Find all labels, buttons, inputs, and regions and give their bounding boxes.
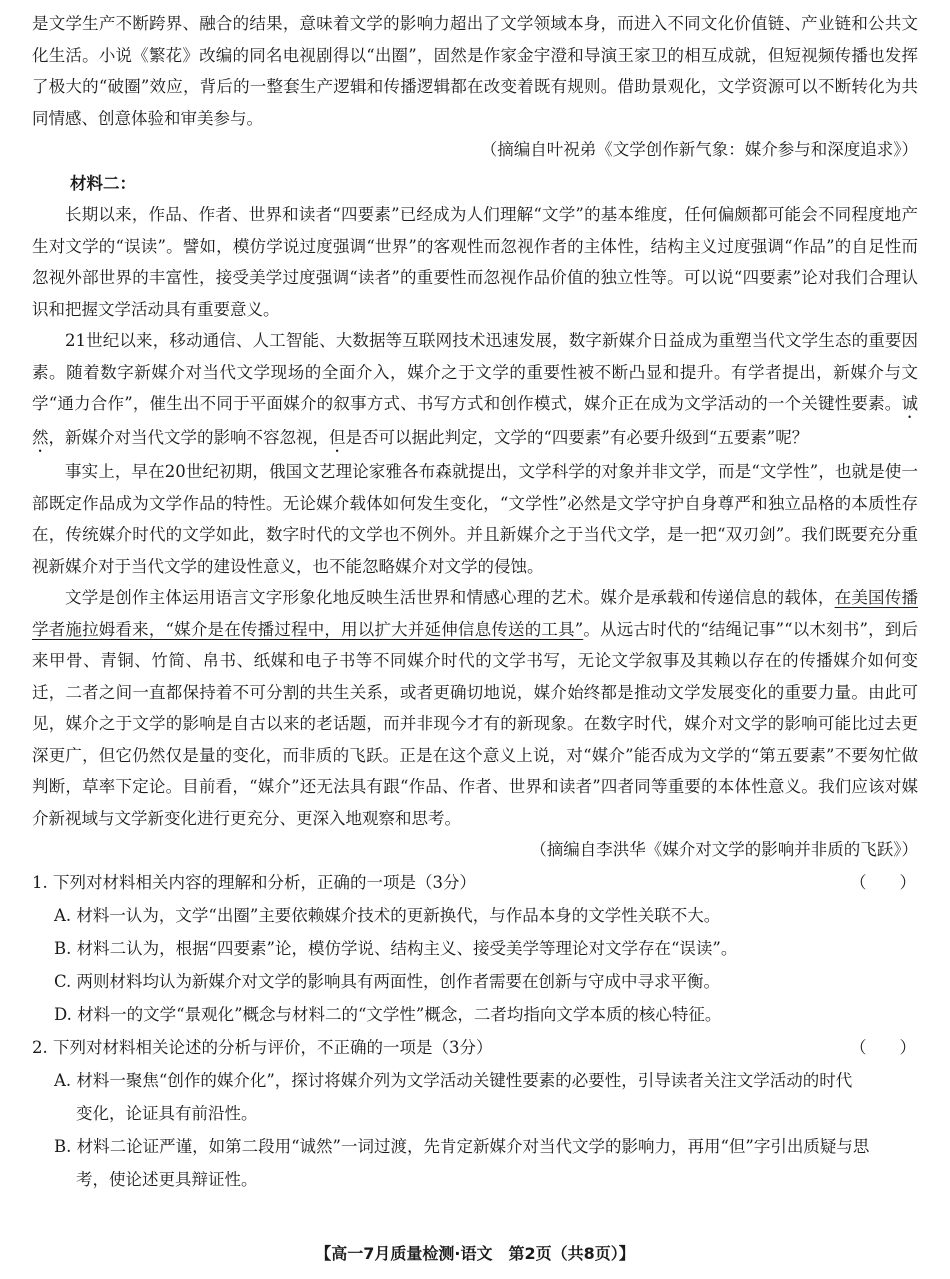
p2-text-after: 是否可以据此判定，文学的“四要素”有必要升级到“五要素”呢？ (345, 428, 809, 447)
material2-heading: 材料二： (70, 173, 136, 193)
material1-source: （摘编自叶祝弟《文学创作新气象：媒介参与和深度追求》） (480, 140, 918, 159)
question-2-option-b[interactable] (32, 1130, 918, 1196)
question-1-option-b[interactable]: B. 材料二认为，根据“四要素”论，模仿学说、结构主义、接受美学等理论对文学存在“误读”。 (54, 938, 738, 958)
question-2-text: 2. 下列对材料相关论述的分析与评价，不正确的一项是（3分） (32, 1037, 493, 1057)
material2-source: （摘编自李洪华《媒介对文学的影响并非质的飞跃》） (530, 840, 918, 859)
emphasized-word-chengran: 诚然 (32, 394, 918, 447)
option-line: 变化，论证具有前沿性。 (76, 1103, 258, 1123)
answer-blank[interactable]: （ ） (850, 1037, 916, 1057)
page-footer: 【高一7月质量检测·语文 第2页（共8页）】 (315, 1244, 635, 1263)
material2-paragraph-1: 长期以来，作品、作者、世界和读者“四要素”已经成为人们理解“文学”的基本维度，任何偏颇都可能会不同程度地产生对文学的“误读”。譬如，模仿学说过度强调“世界”的客观性而忽视作者的主体性，结构主义过度强调“作品”的自足性而忽视外部世界的丰富性，接受美学过度强调“读者”的重要性而忽视作品价值的独立性等。可以说“四要素”论对我们合理认识和把握文学活动具有重要意义。 (32, 205, 918, 319)
underlined-quote: 在美国传播学者施拉姆看来，“媒介是在传播过程中，用以扩大并延伸信息传送的工具” (32, 588, 919, 639)
material2-paragraph-3: 事实上，早在20世纪初期，俄国文艺理论家雅各布森就提出，文学科学的对象并非文学，而是“文学性”，也就是使一部既定作品成为文学作品的特性。无论媒介载体如何发生变化，“文学性”必然是文学守护自身尊严和独立品格的本质性存在，传统媒介时代的文学如此，数字时代的文学也不例外。并且新媒介之于当代文学，是一把“双刃剑”。我们既要充分重视新媒介对于当代文学的建设性意义，也不能忽略媒介对文学的侵蚀。 (32, 462, 918, 576)
option-line: B. 材料二论证严谨，如第二段用“诚然”一词过渡，先肯定新媒介对当代文学的影响力，再用“但”字引出质疑与思 (54, 1136, 870, 1156)
question-2-option-a[interactable] (32, 1064, 918, 1130)
question-2-stem (32, 1031, 918, 1064)
question-1-option-c[interactable]: C. 两则材料均认为新媒介对文学的影响具有两面性，创作者需要在创新与守成中寻求平衡。 (54, 971, 721, 991)
question-1-stem (32, 866, 918, 899)
option-line: A. 材料一聚焦“创作的媒介化”，探讨将媒介列为文学活动关键性要素的必要性，引导读者关注文学活动的时代 (54, 1070, 853, 1090)
question-1-text: 1. 下列对材料相关内容的理解和分析，正确的一项是（3分） (32, 872, 476, 892)
exam-page (32, 8, 918, 1196)
material1-tail-paragraph: 是文学生产不断跨界、融合的结果，意味着文学的影响力超出了文学领域本身，而进入不同文化价值链、产业链和公共文化生活。小说《繁花》改编的同名电视剧得以“出圈”，固然是作家金宇澄和导演王家卫的相互成就，但短视频传播也发挥了极大的“破圈”效应，背后的一整套生产逻辑和传播逻辑都在改变着既有规则。借助景观化，文学资源可以不断转化为共同情感、创意体验和审美参与。 (32, 14, 918, 128)
question-1-option-a[interactable]: A. 材料一认为，文学“出圈”主要依赖媒介技术的更新换代，与作品本身的文学性关联不大。 (54, 905, 721, 925)
answer-blank[interactable]: （ ） (850, 872, 916, 892)
question-1-option-d[interactable]: D. 材料一的文学“景观化”概念与材料二的“文学性”概念，二者均指向文学本质的核心特征。 (54, 1004, 722, 1024)
p2-text-before: 21世纪以来，移动通信、人工智能、大数据等互联网技术迅速发展，数字新媒介日益成为重塑当代文学生态的重要因素。随着数字新媒介对当代文学现场的全面介入，媒介之于文学的重要性被不断凸显和提升。有学者提出，新媒介与文学“通力合作”，催生出不同于平面媒介的叙事方式、书写方式和创作模式，媒介正在成为文学活动的一个关键性要素。 (32, 331, 918, 413)
p4-text-before: 文学是创作主体运用语言文字形象化地反映生活世界和情感心理的艺术。媒介是承载和传递信息的载体， (65, 588, 835, 607)
p2-text-mid: ，新媒介对当代文学的影响不容忽视， (48, 428, 329, 447)
option-line: 考，使论述更具辩证性。 (76, 1169, 258, 1189)
p4-text-after: 。从远古时代的“结绳记事”“以木刻书”，到后来甲骨、青铜、竹简、帛书、纸媒和电子书等不同媒介时代的文学书写，无论文学叙事及其赖以存在的传播媒介如何变迁，二者之间一直都保持着不可分割的共生关系，或者更确切地说，媒介始终都是推动文学发展变化的重要力量。由此可见，媒介之于文学的影响是自古以来的老话题，而并非现今才有的新现象。在数字时代，媒介对文学的影响可能比过去更深更广，但它仍然仅是量的变化，而非质的飞跃。正是在这个意义上说，对“媒介”能否成为文学的“第五要素”不要匆忙做判断，草率下定论。目前看，“媒介”还无法具有跟“作品、作者、世界和读者”四者同等重要的本体性意义。我们应该对媒介新视域与文学新变化进行更充分、更深入地观察和思考。 (32, 619, 918, 828)
material2-paragraph-2 (32, 325, 918, 456)
material2-paragraph-4 (32, 582, 918, 834)
emphasized-word-dan: 但 (329, 428, 346, 447)
